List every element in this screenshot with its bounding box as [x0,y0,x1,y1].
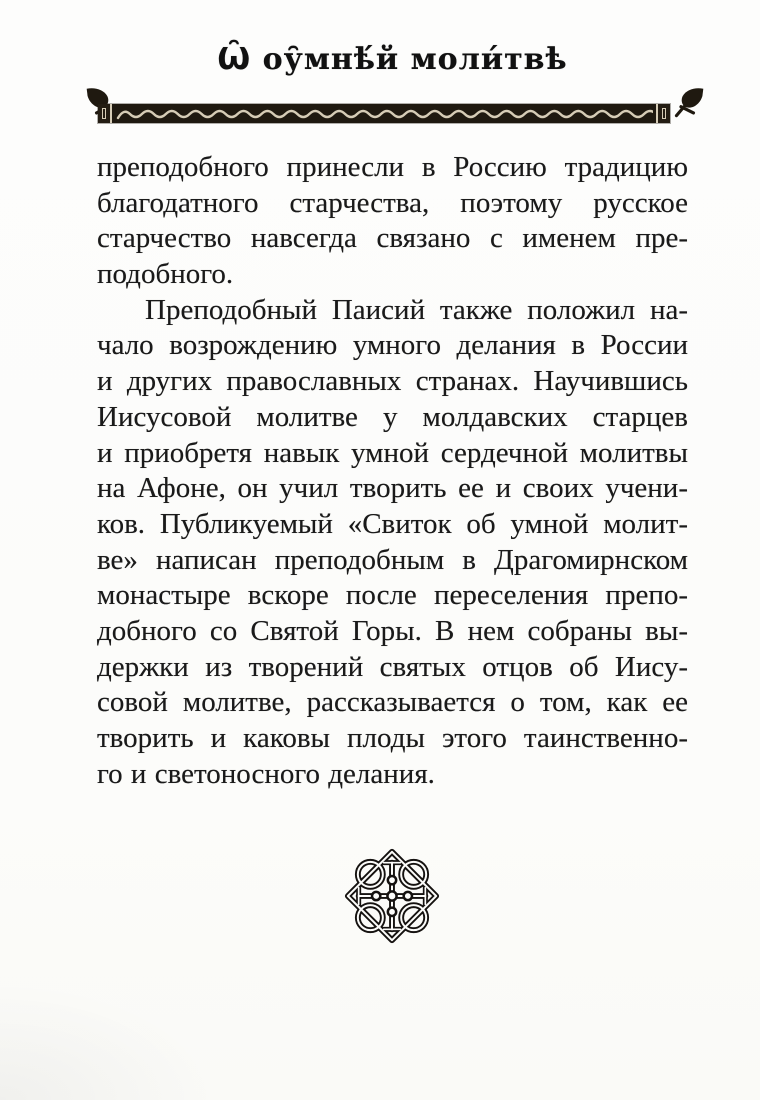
band-endcap [656,104,670,123]
knotwork-rosette-icon [342,844,442,948]
tailpiece [342,844,442,948]
leaf-ornament-icon [672,86,706,122]
text-line: Преподобный Паисий также положил на- [145,293,688,326]
text-line: ве» написан преподобным в Драгомирнском [97,543,688,576]
text-line: и других православных странах. Научившись [97,365,688,398]
text-line: добного со Святой Горы. В нем собраны вы- [97,614,688,647]
text-line: го и светоносного делания. [97,757,435,790]
text-line: монастыре вскоре после переселения препо- [97,579,688,612]
header-divider-band [84,86,706,130]
text-line: на Афоне, он учил творить ее и своих учени- [97,472,688,505]
band-wave-pattern [115,104,653,123]
text-line: подобного. [97,258,234,291]
text-line: и приобретя навык умной сердечной молитвы [97,436,688,469]
text-line: преподобного принесли в Россию традицию [97,151,688,183]
text-line: совой молитве, рассказывается о том, как ее [97,686,688,719]
text-line: держки из творений святых отцов об Иису- [97,650,688,683]
text-line: творить и каковы плоды этого таинственно- [97,722,688,754]
text-line: Иисусовой молитве у молдавских старцев [97,400,688,433]
text-line: чало возрождению умного делания в России [97,329,688,362]
text-line: ков. Публикуемый «Свиток об умной молит- [97,507,688,540]
guilloche-band [98,104,670,123]
band-endcap [98,104,112,123]
page-title: Ѡ̑ оу̑мнѣ́й моли́твѣ [217,42,568,77]
text-block [97,150,688,792]
text-line: старчество навсегда связано с именем пре- [97,222,688,255]
text-line: благодатного старчества, поэтому русское [97,186,688,219]
